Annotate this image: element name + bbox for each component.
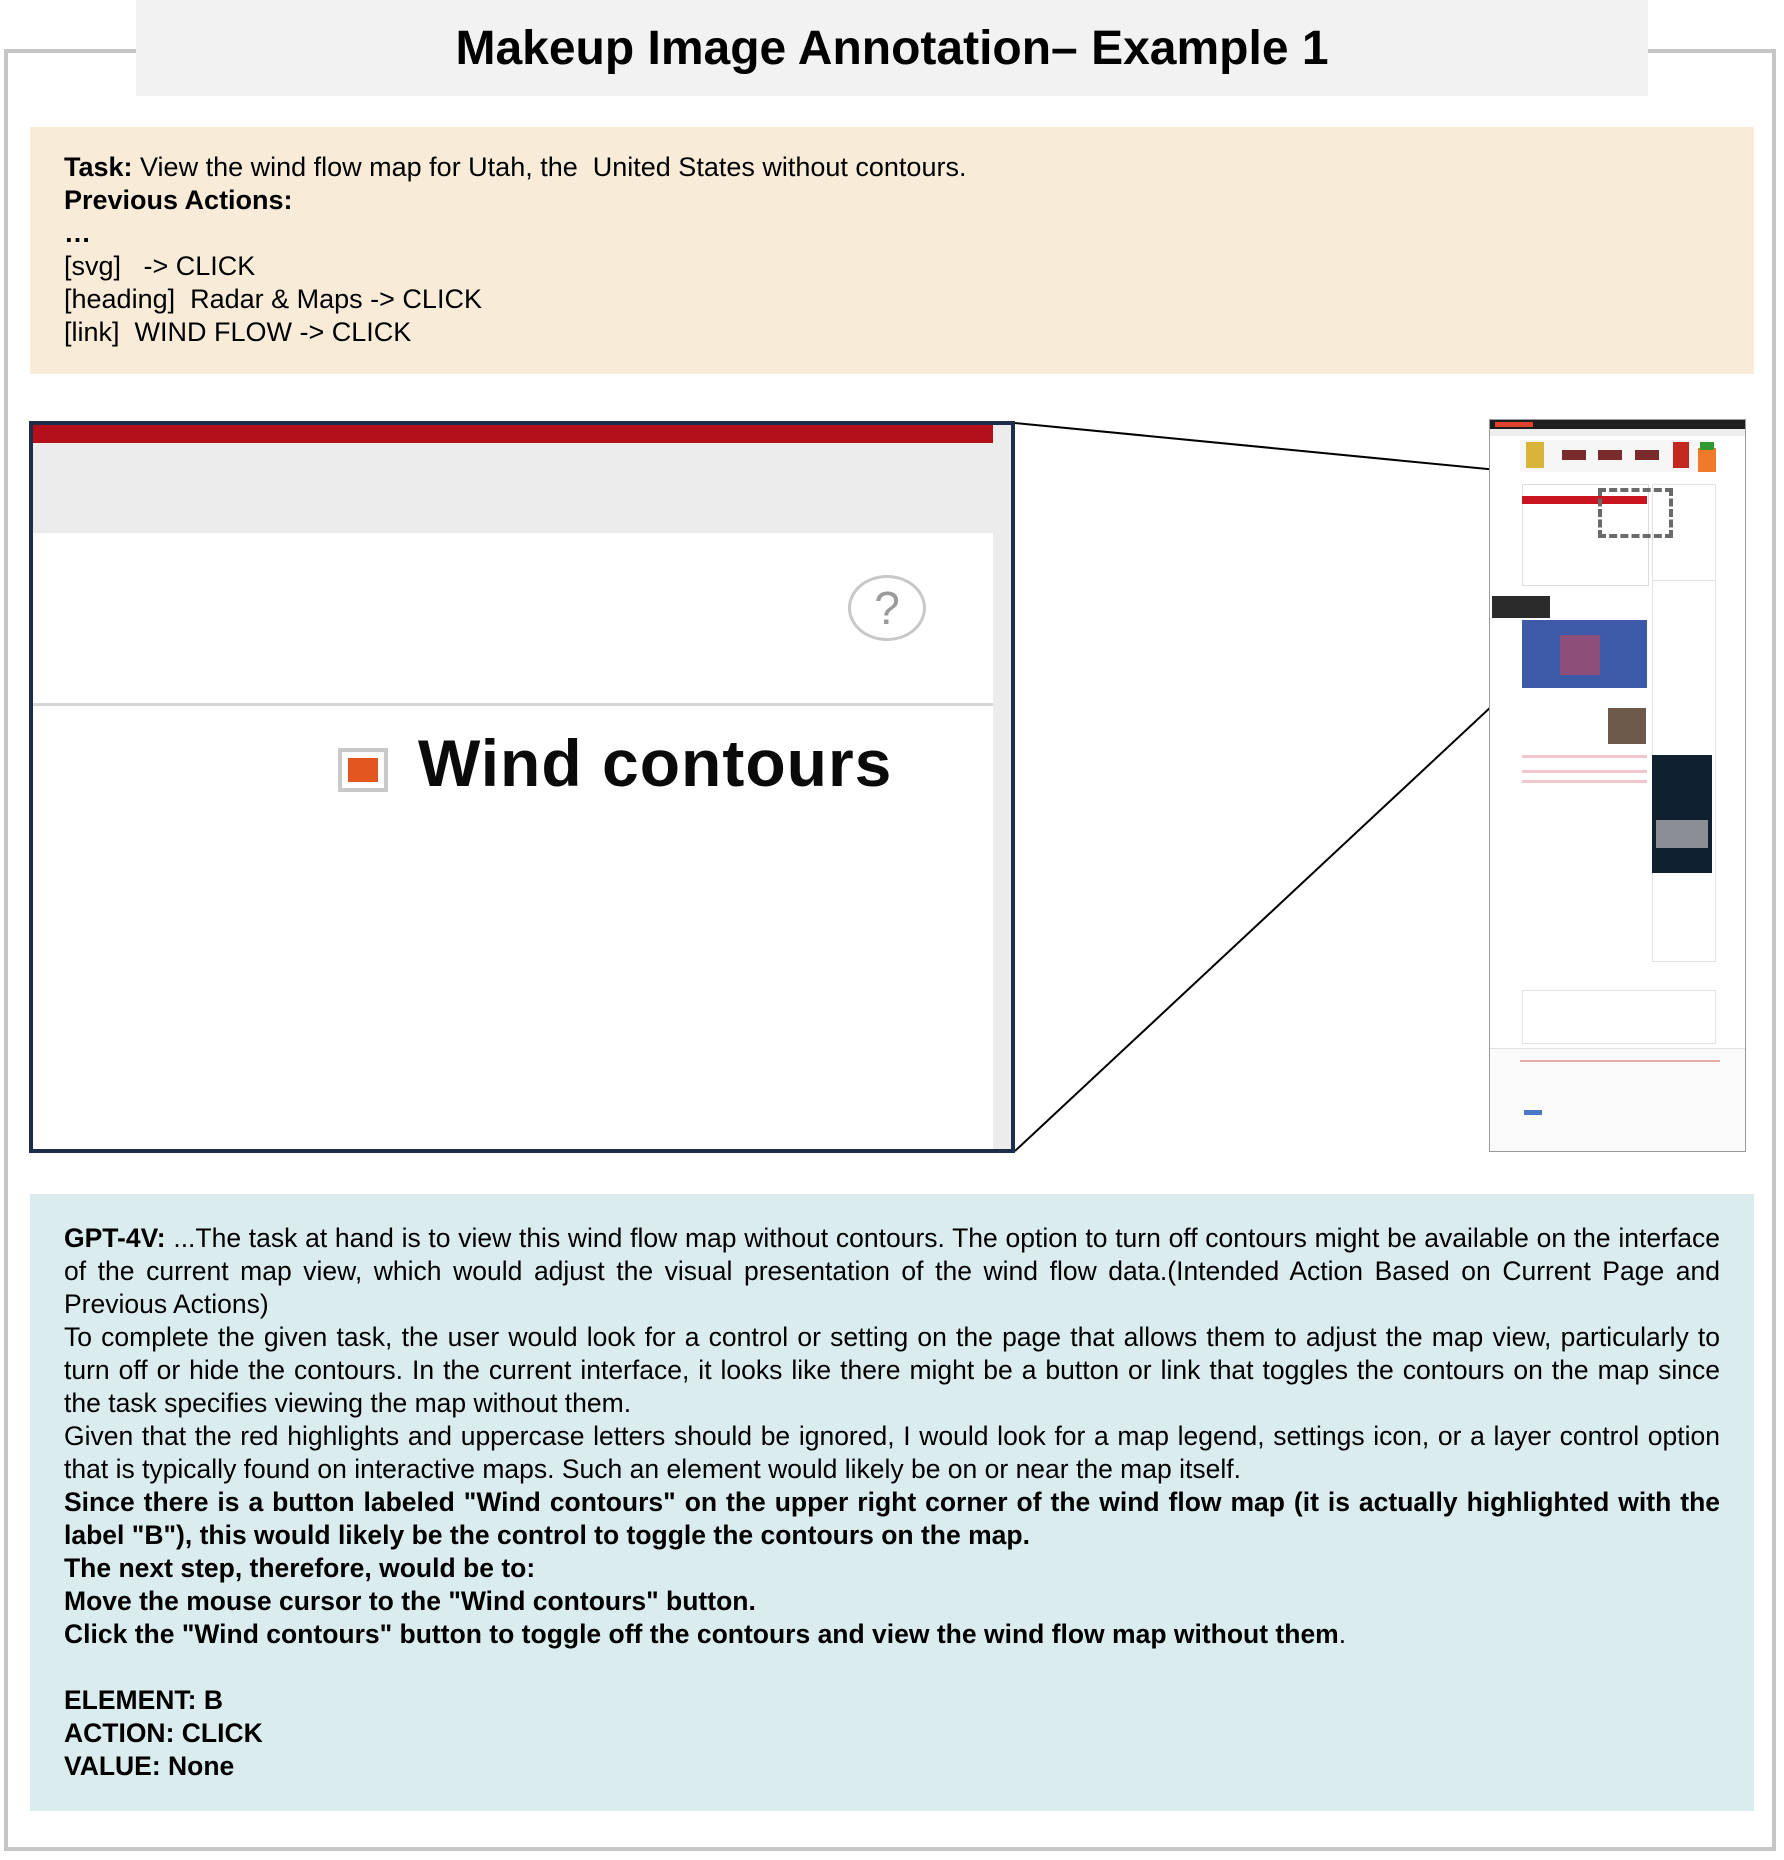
thumb-product: [1562, 450, 1586, 460]
thumb-story-image: [1608, 708, 1646, 744]
full-page-thumbnail: [1489, 419, 1746, 1152]
title-banner: [136, 0, 1648, 96]
answer-element: ELEMENT: B: [64, 1685, 223, 1715]
thumb-side-column: [1652, 484, 1716, 581]
thumb-story-row: [1522, 755, 1647, 758]
thumb-nav: [1490, 429, 1746, 436]
thumb-footer-icons: [1524, 1110, 1542, 1115]
gpt-paragraph: Given that the red highlights and uppercase letters should be ignored, I would look for a map legend, settings icon, or a layer control option that is typically found on interactive maps. Such an element would likely be on or near the map itself.: [64, 1421, 1720, 1484]
thumb-product: [1673, 442, 1689, 468]
thumb-ad: [1652, 755, 1712, 873]
thumb-product: [1698, 448, 1716, 472]
gpt-label: GPT-4V:: [64, 1223, 166, 1253]
thumb-logo: [1495, 422, 1533, 427]
gpt-paragraph: To complete the given task, the user would look for a control or setting on the page that allows them to adjust the map view, particularly to turn off or hide the contours. In the current interface, it looks like there might be a button or link that toggles the contours on the map since the task specifies viewing the map without them.: [64, 1322, 1720, 1418]
thumb-footer-links: [1520, 1060, 1720, 1062]
thumb-product: [1700, 442, 1714, 450]
thumb-product: [1635, 450, 1659, 460]
action-item: [link] WIND FLOW -> CLICK: [64, 317, 412, 347]
thumb-story-row: [1522, 770, 1647, 773]
thumb-product: [1598, 450, 1622, 460]
thumb-footer: [1490, 1048, 1746, 1152]
thumb-lower-module: [1522, 990, 1716, 1044]
gpt-paragraph: GPT-4V: ...The task at hand is to view this wind flow map without contours. The option to turn off contours might be available on the interface of the current map view, which would adjust the visual presentation of the wind flow data.(Intended Action Based on Current Page and Previous Actions): [64, 1223, 1720, 1319]
task-panel: [30, 127, 1754, 374]
help-icon[interactable]: ?: [848, 575, 926, 641]
thumb-story-row: [1522, 780, 1647, 783]
zoomed-region: [29, 421, 1015, 1153]
task-text: View the wind flow map for Utah, the United States without contours.: [132, 152, 967, 182]
divider-line: [33, 703, 993, 706]
thumb-ad-truck: [1656, 820, 1708, 848]
gpt-bold-paragraph: Since there is a button labeled "Wind contours" on the upper right corner of the wind flow map (it is actually highlighted with the label "B"), this would likely be the control to toggle the contours on the map.: [64, 1487, 1720, 1550]
thumb-product: [1526, 442, 1544, 468]
thumb-popup: [1492, 596, 1550, 618]
gpt-response-panel: [30, 1194, 1754, 1811]
answer-value: VALUE: None: [64, 1751, 235, 1781]
answer-action: ACTION: CLICK: [64, 1718, 263, 1748]
ellipsis-line: …: [64, 218, 91, 248]
gpt-bold-paragraph: The next step, therefore, would be to:: [64, 1553, 536, 1583]
action-item: [heading] Radar & Maps -> CLICK: [64, 284, 482, 314]
spacer: [64, 1651, 1720, 1684]
grey-band: [33, 443, 993, 533]
gpt-bold-paragraph: Click the "Wind contours" button to toggle off the contours and view the wind flow map without them.: [64, 1619, 1347, 1649]
task-label: Task:: [64, 152, 133, 182]
thumb-weather-image-accent: [1560, 635, 1600, 675]
action-item: [svg] -> CLICK: [64, 251, 256, 281]
previous-actions-heading: Previous Actions:: [64, 185, 293, 215]
header-red-bar: [33, 425, 993, 443]
task-line: [64, 151, 1720, 184]
gpt-bold-paragraph: Move the mouse cursor to the "Wind contours" button.: [64, 1586, 756, 1616]
wind-contours-label[interactable]: Wind contours: [418, 726, 893, 800]
page-title: Makeup Image Annotation– Example 1: [455, 21, 1329, 75]
page-edge: [993, 425, 1015, 1153]
wind-contours-checkbox[interactable]: [338, 748, 388, 792]
